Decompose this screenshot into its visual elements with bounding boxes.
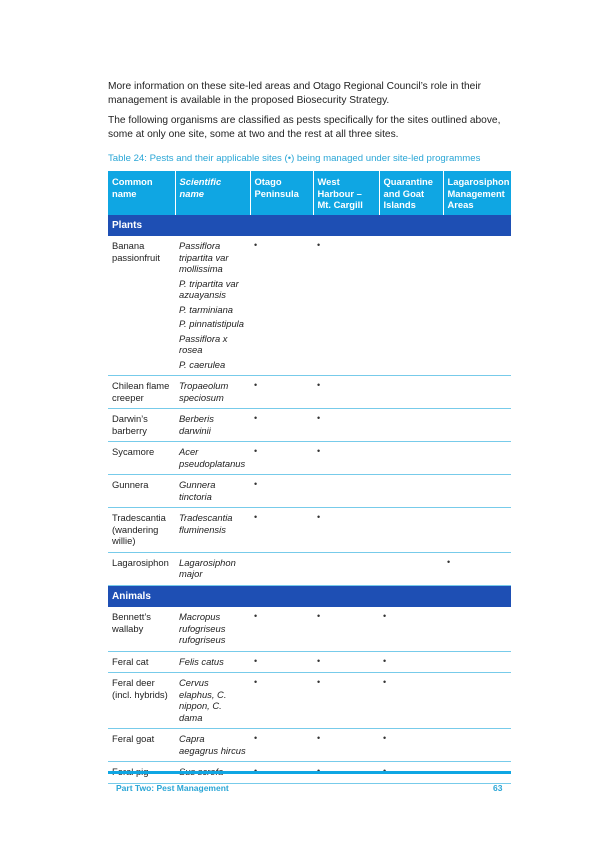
section-row bbox=[108, 585, 511, 607]
scientific-name-cell bbox=[175, 729, 250, 762]
header-common-name: Common name bbox=[108, 171, 175, 215]
scientific-name: Lagarosiphon major bbox=[179, 556, 236, 579]
site-mark-cell: • bbox=[313, 651, 379, 673]
header-west-harbour: West Harbour – Mt. Cargill bbox=[313, 171, 379, 215]
table-caption: Table 24: Pests and their applicable sites (•) being managed under site-led programmes bbox=[108, 153, 481, 164]
site-mark-cell bbox=[443, 673, 511, 729]
site-mark-cell: • bbox=[313, 673, 379, 729]
site-mark-cell: • bbox=[313, 508, 379, 553]
scientific-name-cell bbox=[175, 236, 250, 376]
site-mark-cell: • bbox=[250, 376, 313, 409]
site-mark-cell: • bbox=[313, 376, 379, 409]
site-mark-cell: • bbox=[250, 607, 313, 651]
scientific-name-cell bbox=[175, 552, 250, 585]
scientific-name-cell bbox=[175, 508, 250, 553]
site-mark-cell bbox=[443, 442, 511, 475]
site-mark-cell: • bbox=[250, 651, 313, 673]
table-row bbox=[108, 651, 511, 673]
site-mark-cell bbox=[313, 475, 379, 508]
scientific-name: Tropaeolum speciosum bbox=[179, 380, 229, 403]
common-name-cell: Darwin’s barberry bbox=[108, 409, 175, 442]
site-mark-cell: • bbox=[250, 442, 313, 475]
table-header bbox=[108, 171, 511, 215]
scientific-name: Berberis darwinii bbox=[179, 413, 214, 436]
header-lagarosiphon-areas: Lagarosiphon Management Areas bbox=[443, 171, 511, 215]
site-mark-cell: • bbox=[250, 673, 313, 729]
scientific-name-cell bbox=[175, 442, 250, 475]
common-name-cell: Bennett’s wallaby bbox=[108, 607, 175, 651]
scientific-name-cell bbox=[175, 651, 250, 673]
header-scientific-name: Scientific name bbox=[175, 171, 250, 215]
site-mark-cell: • bbox=[313, 236, 379, 376]
site-mark-cell: • bbox=[250, 236, 313, 376]
site-mark-cell: • bbox=[250, 508, 313, 553]
site-mark-cell bbox=[379, 236, 443, 376]
section-row bbox=[108, 215, 511, 237]
site-mark-cell: • bbox=[379, 651, 443, 673]
table-row bbox=[108, 552, 511, 585]
site-mark-cell bbox=[379, 552, 443, 585]
common-name-cell: Feral goat bbox=[108, 729, 175, 762]
section-title: Plants bbox=[108, 215, 511, 237]
site-mark-cell: • bbox=[379, 673, 443, 729]
site-mark-cell bbox=[443, 376, 511, 409]
site-mark-cell bbox=[443, 607, 511, 651]
common-name-cell: Tradescantia (wandering willie) bbox=[108, 508, 175, 553]
scientific-name: Macropus rufogriseus rufogriseus bbox=[179, 611, 226, 645]
scientific-name: P. tarminiana bbox=[179, 303, 234, 315]
site-mark-cell bbox=[379, 376, 443, 409]
header-otago-peninsula: Otago Peninsula bbox=[250, 171, 313, 215]
site-mark-cell bbox=[443, 729, 511, 762]
table-body bbox=[108, 215, 511, 784]
site-mark-cell: • bbox=[250, 729, 313, 762]
site-mark-cell bbox=[443, 508, 511, 553]
site-mark-cell: • bbox=[313, 607, 379, 651]
scientific-name: Gunnera tinctoria bbox=[179, 479, 216, 502]
site-mark-cell bbox=[443, 409, 511, 442]
table-row bbox=[108, 475, 511, 508]
page-number: 63 bbox=[493, 783, 503, 793]
common-name-cell: Sycamore bbox=[108, 442, 175, 475]
table-row bbox=[108, 236, 511, 376]
common-name-cell: Lagarosiphon bbox=[108, 552, 175, 585]
scientific-name: Felis catus bbox=[179, 655, 224, 667]
scientific-name: Tradescantia fluminensis bbox=[179, 512, 233, 535]
site-mark-cell bbox=[443, 651, 511, 673]
footer-section-title: Part Two: Pest Management bbox=[116, 783, 229, 793]
site-mark-cell bbox=[379, 508, 443, 553]
site-mark-cell bbox=[313, 552, 379, 585]
site-mark-cell: • bbox=[313, 729, 379, 762]
scientific-name-cell bbox=[175, 673, 250, 729]
table-row bbox=[108, 376, 511, 409]
site-mark-cell bbox=[250, 552, 313, 585]
scientific-name: Passiflora tripartita var mollissima bbox=[179, 240, 229, 274]
site-mark-cell: • bbox=[379, 607, 443, 651]
table-row bbox=[108, 442, 511, 475]
common-name-cell: Banana passionfruit bbox=[108, 236, 175, 376]
header-quarantine-goat-islands: Quarantine and Goat Islands bbox=[379, 171, 443, 215]
scientific-name: P. pinnatistipula bbox=[179, 318, 244, 329]
table-row bbox=[108, 607, 511, 651]
table-row bbox=[108, 508, 511, 553]
site-mark-cell bbox=[379, 409, 443, 442]
site-mark-cell: • bbox=[250, 409, 313, 442]
site-mark-cell: • bbox=[250, 475, 313, 508]
site-mark-cell bbox=[443, 236, 511, 376]
scientific-name: Cervus elaphus, C. nippon, C. dama bbox=[179, 677, 227, 723]
site-mark-cell bbox=[443, 475, 511, 508]
site-mark-cell bbox=[379, 442, 443, 475]
site-mark-cell: • bbox=[379, 729, 443, 762]
scientific-name: Capra aegagrus hircus bbox=[179, 733, 246, 756]
site-mark-cell: • bbox=[313, 409, 379, 442]
common-name-cell: Feral deer (incl. hybrids) bbox=[108, 673, 175, 729]
footer-divider bbox=[108, 771, 511, 774]
section-title: Animals bbox=[108, 585, 511, 607]
table-row bbox=[108, 729, 511, 762]
scientific-name: P. caerulea bbox=[179, 358, 226, 370]
site-mark-cell bbox=[379, 475, 443, 508]
scientific-name-cell bbox=[175, 475, 250, 508]
site-mark-cell: • bbox=[313, 442, 379, 475]
scientific-name: Acer pseudoplatanus bbox=[179, 446, 246, 469]
scientific-name: P. tripartita var azuayansis bbox=[179, 277, 239, 300]
scientific-name: Passiflora x rosea bbox=[179, 332, 228, 355]
intro-paragraph-1: More information on these site-led areas and Otago Regional Council’s role in their management is available in the proposed Biosecurity Strategy. bbox=[108, 81, 481, 106]
common-name-cell: Gunnera bbox=[108, 475, 175, 508]
scientific-name-cell bbox=[175, 376, 250, 409]
common-name-cell: Feral cat bbox=[108, 651, 175, 673]
site-mark-cell: • bbox=[443, 552, 511, 585]
table-row bbox=[108, 409, 511, 442]
intro-paragraph-2: The following organisms are classified as pests specifically for the sites outlined above, some at only one site, some at two and the rest at all three sites. bbox=[108, 115, 501, 140]
pest-table bbox=[108, 171, 511, 784]
common-name-cell: Chilean flame creeper bbox=[108, 376, 175, 409]
scientific-name-cell bbox=[175, 607, 250, 651]
table-row bbox=[108, 673, 511, 729]
scientific-name-cell bbox=[175, 409, 250, 442]
